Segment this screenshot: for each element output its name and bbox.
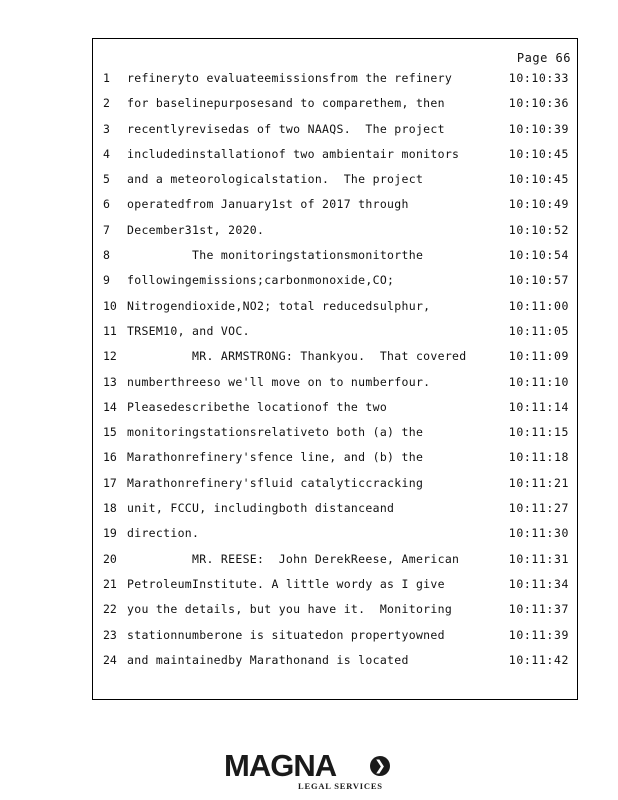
timestamp: 10:10:36 [508,96,569,111]
transcript-line [93,602,577,627]
logo-subtitle: LEGAL SERVICES [298,781,383,791]
transcript-line [93,425,577,450]
transcript-line [93,628,577,653]
chevron-right-circle-icon: ❯ [370,756,390,776]
timestamp: 10:10:54 [508,248,569,263]
line-number: 12 [103,349,117,364]
line-number: 5 [103,172,110,187]
page-number: Page 66 [516,51,571,65]
timestamp: 10:10:49 [508,197,569,212]
line-text: followingemissions;carbonmonoxide,CO; [127,273,395,288]
line-text: Marathonrefinery'sfluid catalyticcracking [127,475,424,490]
transcript-line [93,324,577,349]
timestamp: 10:11:30 [508,526,569,541]
line-number: 10 [103,298,117,313]
line-number: 18 [103,501,117,516]
line-number: 2 [103,96,110,111]
line-text: PetroleumInstitute. A little wordy as I give [127,576,445,591]
timestamp: 10:11:37 [508,602,569,617]
transcript-line [93,526,577,551]
line-text: for baselinepurposesand to comparethem, then [127,96,445,111]
transcript-line [93,299,577,324]
line-number: 9 [103,273,110,288]
timestamp: 10:10:45 [508,172,569,187]
transcript-line [93,653,577,678]
line-text: and a meteorologicalstation. The project [127,172,424,187]
line-text: Pleasedescribethe locationof the two [127,399,388,414]
line-number: 20 [103,551,117,566]
timestamp: 10:10:52 [508,222,569,237]
timestamp: 10:11:42 [508,652,569,667]
transcript-line [93,172,577,197]
transcript-line [93,96,577,121]
line-text: MR. ARMSTRONG: Thankyou. That covered [127,349,467,364]
magna-logo [224,748,404,792]
line-text: December31st, 2020. [127,222,265,237]
transcript-line [93,501,577,526]
line-text: Nitrogendioxide,NO2; total reducedsulphur, [127,298,431,313]
timestamp: 10:11:15 [508,425,569,440]
line-text: MR. REESE: John DerekReese, American [127,551,460,566]
transcript-line [93,450,577,475]
line-text: refineryto evaluateemissionsfrom the refinery [127,71,453,85]
line-number: 14 [103,399,117,414]
line-text: The monitoringstationsmonitorthe [127,248,424,263]
transcript-line [93,476,577,501]
line-number: 11 [103,323,117,338]
timestamp: 10:11:34 [508,576,569,591]
line-number: 1 [103,71,110,85]
logo-word: MAGNA [224,748,337,783]
transcript-line [93,147,577,172]
line-text: and maintainedby Marathonand is located [127,652,409,667]
line-number: 21 [103,576,117,591]
transcript-line [93,122,577,147]
transcript-line [93,71,577,96]
line-number: 16 [103,450,117,465]
timestamp: 10:11:09 [508,349,569,364]
transcript-line [93,375,577,400]
line-number: 6 [103,197,110,212]
line-text: stationnumberone is situatedon propertyowned [127,627,445,642]
transcript-line [93,349,577,374]
line-text: TRSEM10, and VOC. [127,323,250,338]
line-number: 24 [103,652,117,667]
timestamp: 10:10:45 [508,146,569,161]
transcript-line [93,248,577,273]
line-number: 8 [103,248,110,263]
line-text: direction. [127,526,200,541]
line-number: 19 [103,526,117,541]
transcript-page [92,38,578,700]
timestamp: 10:11:14 [508,399,569,414]
transcript-line [93,273,577,298]
line-text: numberthreeso we'll move on to numberfour. [127,374,431,389]
line-number: 15 [103,425,117,440]
transcript-line [93,223,577,248]
line-text: monitoringstationsrelativeto both (a) the [127,425,424,440]
line-number: 17 [103,475,117,490]
line-text: recentlyrevisedas of two NAAQS. The project [127,121,445,136]
timestamp: 10:11:05 [508,323,569,338]
transcript-lines [93,71,577,678]
line-number: 13 [103,374,117,389]
timestamp: 10:11:21 [508,475,569,490]
timestamp: 10:11:39 [508,627,569,642]
timestamp: 10:10:57 [508,273,569,288]
timestamp: 10:11:18 [508,450,569,465]
transcript-line [93,577,577,602]
line-number: 3 [103,121,110,136]
line-number: 4 [103,146,110,161]
transcript-line [93,552,577,577]
line-text: includedinstallationof two ambientair monitors [127,146,460,161]
line-text: you the details, but you have it. Monitoring [127,602,453,617]
timestamp: 10:10:33 [508,71,569,85]
timestamp: 10:11:27 [508,501,569,516]
timestamp: 10:10:39 [508,121,569,136]
line-number: 7 [103,222,110,237]
transcript-line [93,197,577,222]
line-number: 23 [103,627,117,642]
timestamp: 10:11:31 [508,551,569,566]
line-text: operatedfrom January1st of 2017 through [127,197,409,212]
line-text: Marathonrefinery'sfence line, and (b) the [127,450,424,465]
timestamp: 10:11:00 [508,298,569,313]
line-number: 22 [103,602,117,617]
timestamp: 10:11:10 [508,374,569,389]
transcript-line [93,400,577,425]
line-text: unit, FCCU, includingboth distanceand [127,501,395,516]
